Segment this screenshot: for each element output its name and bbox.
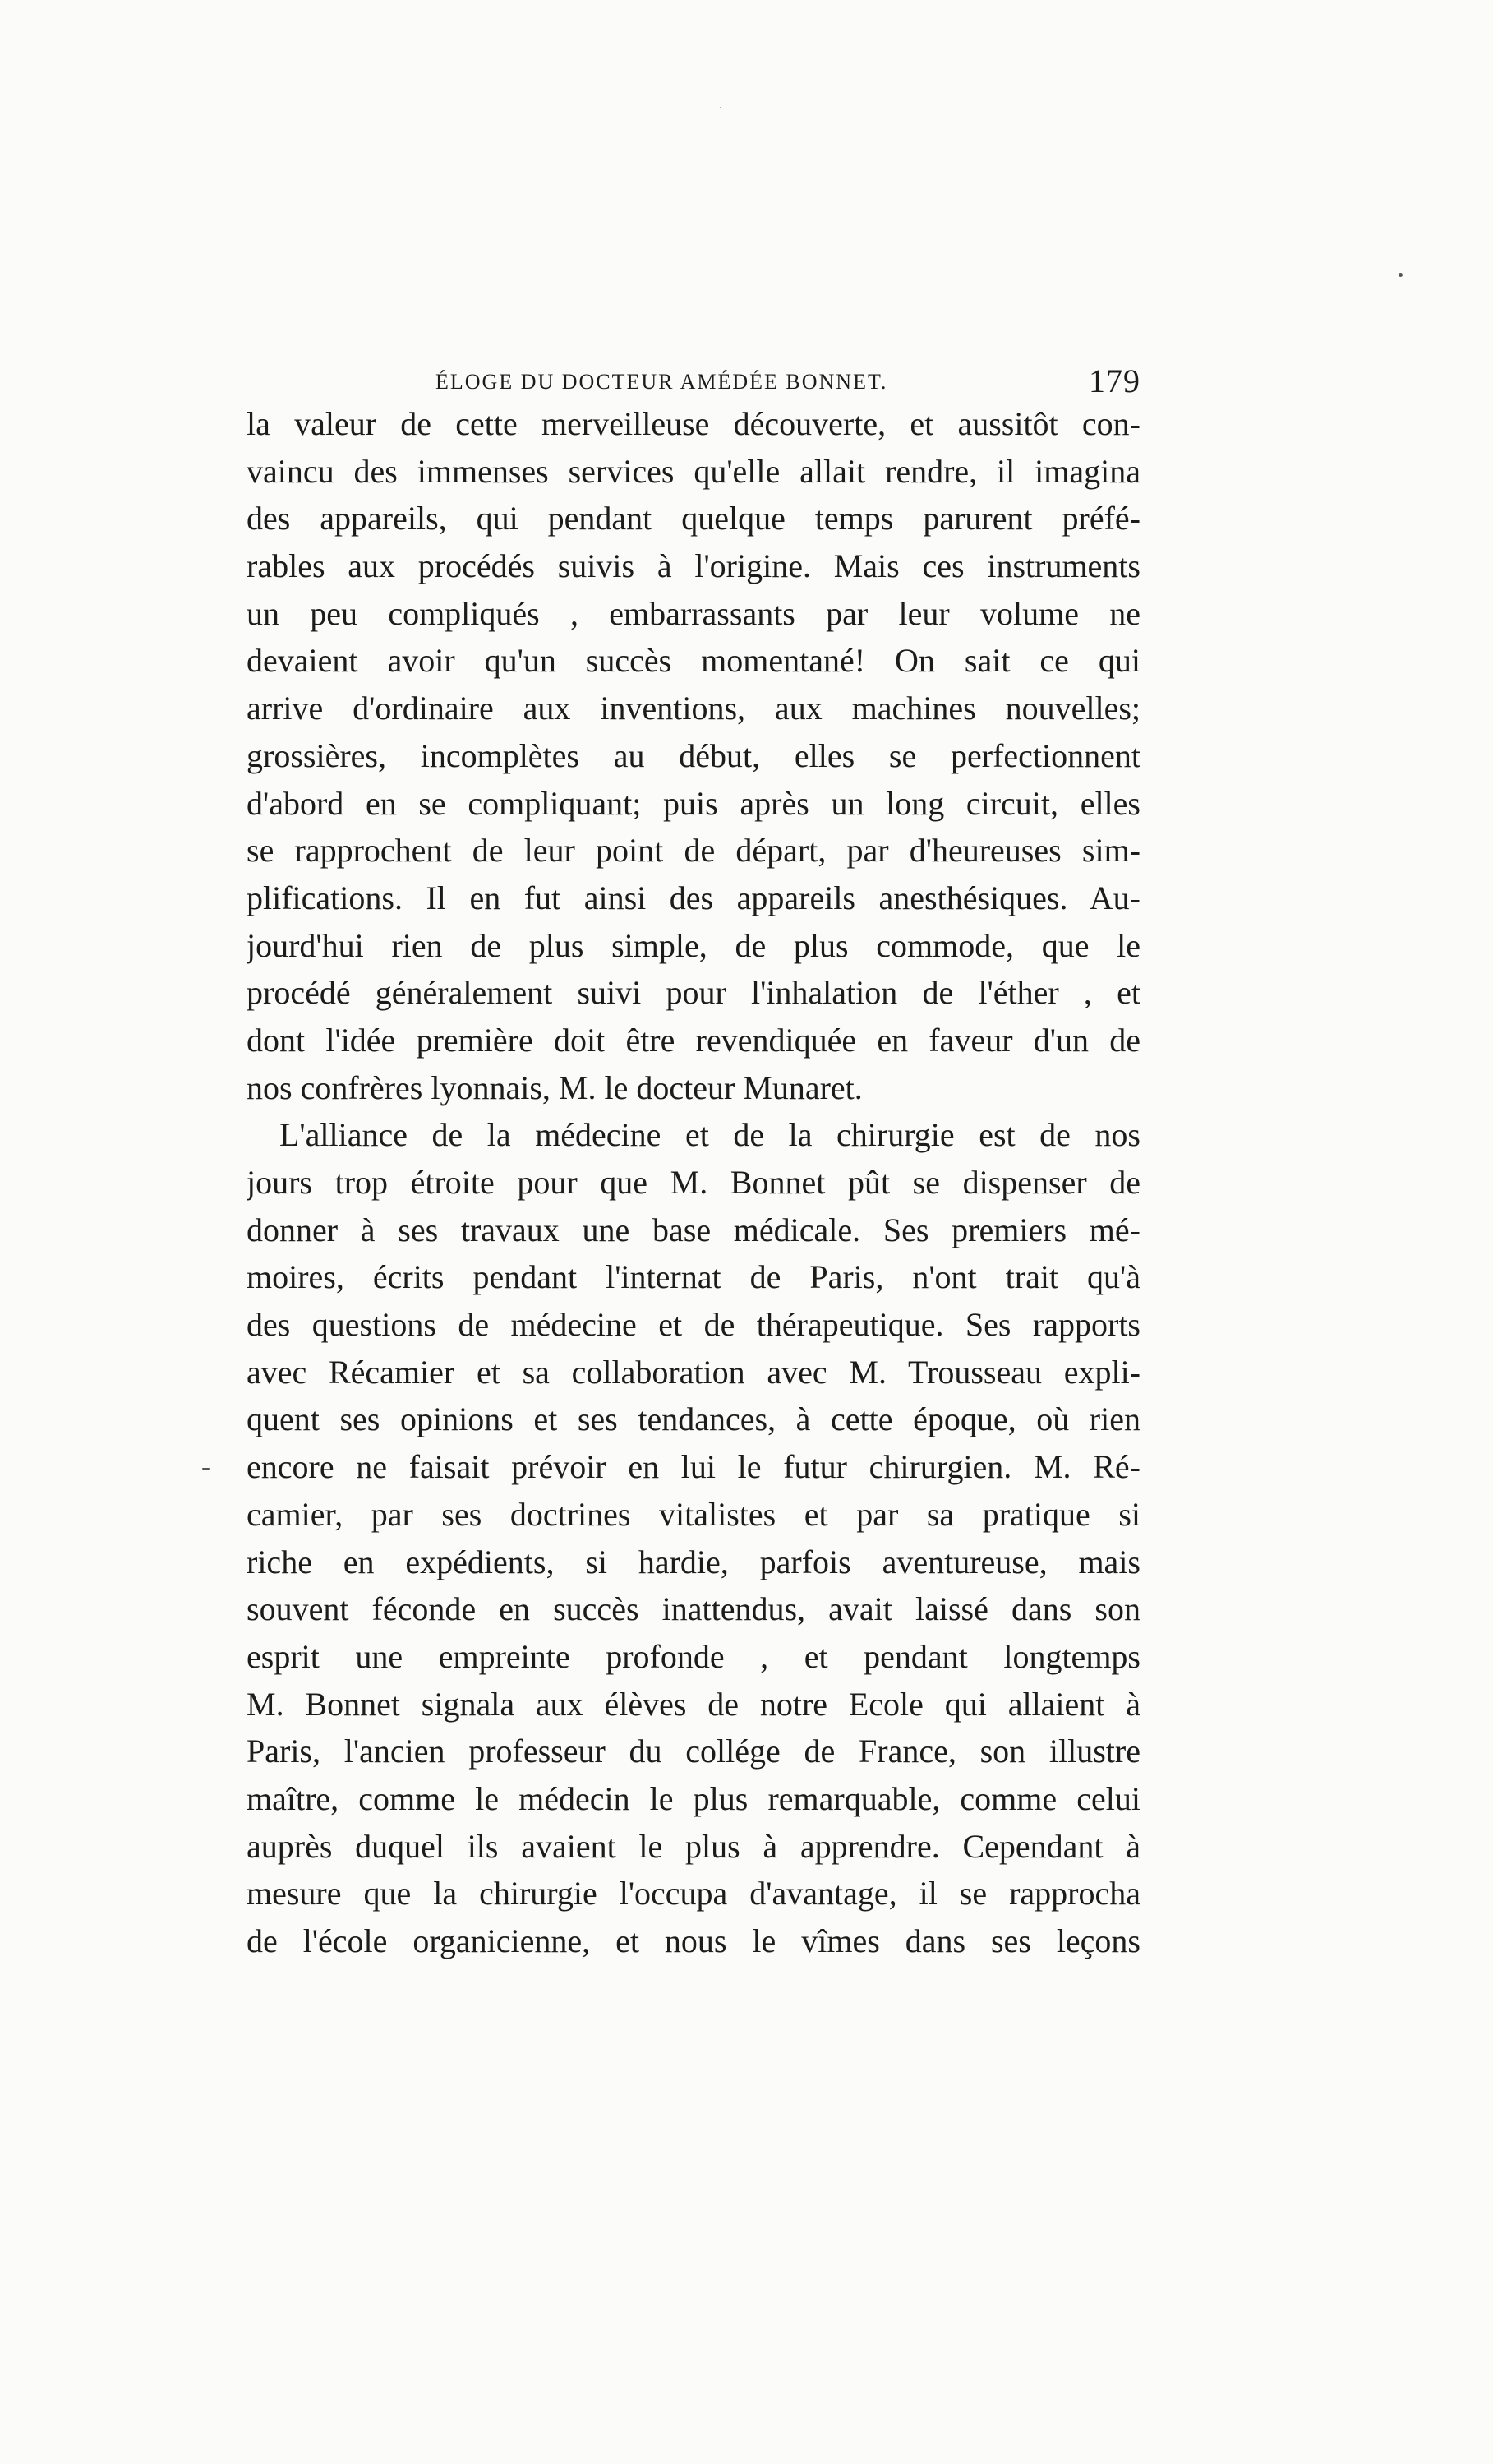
text-line: camier, par ses doctrines vitalistes et par sa pratique si xyxy=(247,1495,1140,1533)
running-title: ÉLOGE DU DOCTEUR AMÉDÉE BONNET. xyxy=(435,370,888,394)
text-line: arrive d'ordinaire aux inventions, aux machines nouvelles; xyxy=(247,690,1140,727)
text-line: procédé généralement suivi pour l'inhalation de l'éther , et xyxy=(247,974,1140,1012)
text-line: esprit une empreinte profonde , et pendant longtemps xyxy=(247,1637,1140,1675)
paragraph-2 xyxy=(247,1111,1140,1964)
text-line: la valeur de cette merveilleuse découverte, et aussitôt con- xyxy=(247,405,1140,442)
text-line: jourd'hui rien de plus simple, de plus commode, que le xyxy=(247,926,1140,964)
text-line: d'abord en se compliquant; puis après un long circuit, elles xyxy=(247,784,1140,822)
text-line: auprès duquel ils avaient le plus à apprendre. Cependant à xyxy=(247,1827,1140,1865)
text-line: des questions de médecine et de thérapeutique. Ses rapports xyxy=(247,1306,1140,1344)
text-line: rables aux procédés suivis à l'origine. Mais ces instruments xyxy=(247,547,1140,585)
paper-speck xyxy=(720,107,721,108)
text-line: grossières, incomplètes au début, elles se perfectionnent xyxy=(247,736,1140,774)
text-line: maître, comme le médecin le plus remarquable, comme celui xyxy=(247,1779,1140,1817)
text-line: des appareils, qui pendant quelque temps parurent préfé- xyxy=(247,500,1140,538)
text-line: riche en expédients, si hardie, parfois aventureuse, mais xyxy=(247,1543,1140,1580)
text-line: devaient avoir qu'un succès momentané! On sait ce qui xyxy=(247,642,1140,680)
text-line: nos confrères lyonnais, M. le docteur Munaret. xyxy=(247,1068,863,1106)
text-line: L'alliance de la médecine et de la chirurgie est de nos xyxy=(279,1116,1140,1154)
page-number: 179 xyxy=(1089,362,1140,399)
text-line: M. Bonnet signala aux élèves de notre Ecole qui allaient à xyxy=(247,1685,1140,1723)
text-line: Paris, l'ancien professeur du collége de France, son illustre xyxy=(247,1733,1140,1770)
text-line: jours trop étroite pour que M. Bonnet pût se dispenser de xyxy=(247,1164,1140,1201)
text-line: dont l'idée première doit être revendiquée en faveur d'un de xyxy=(247,1021,1140,1059)
text-line: se rapprochent de leur point de départ, par d'heureuses sim- xyxy=(247,832,1140,870)
paper-speck xyxy=(1399,273,1403,277)
body-text xyxy=(247,400,1140,1965)
text-line: de l'école organicienne, et nous le vîmes dans ses leçons xyxy=(247,1922,1140,1959)
text-line: vaincu des immenses services qu'elle allait rendre, il imagina xyxy=(247,452,1140,490)
text-line: moires, écrits pendant l'internat de Paris, n'ont trait qu'à xyxy=(247,1258,1140,1296)
text-line: souvent féconde en succès inattendus, avait laissé dans son xyxy=(247,1590,1140,1628)
text-line: plifications. Il en fut ainsi des appareils anesthésiques. Au- xyxy=(247,879,1140,916)
text-line: mesure que la chirurgie l'occupa d'avantage, il se rapprocha xyxy=(247,1875,1140,1913)
text-line: encore ne faisait prévoir en lui le futur chirurgien. M. Ré- xyxy=(247,1448,1140,1486)
text-line: avec Récamier et sa collaboration avec M. Trousseau expli- xyxy=(247,1353,1140,1391)
paper-speck xyxy=(202,1468,210,1470)
paragraph-1 xyxy=(247,400,1140,1111)
text-line: quent ses opinions et ses tendances, à cette époque, où rien xyxy=(247,1400,1140,1438)
text-line: un peu compliqués , embarrassants par leur volume ne xyxy=(247,594,1140,632)
text-line: donner à ses travaux une base médicale. Ses premiers mé- xyxy=(247,1211,1140,1248)
